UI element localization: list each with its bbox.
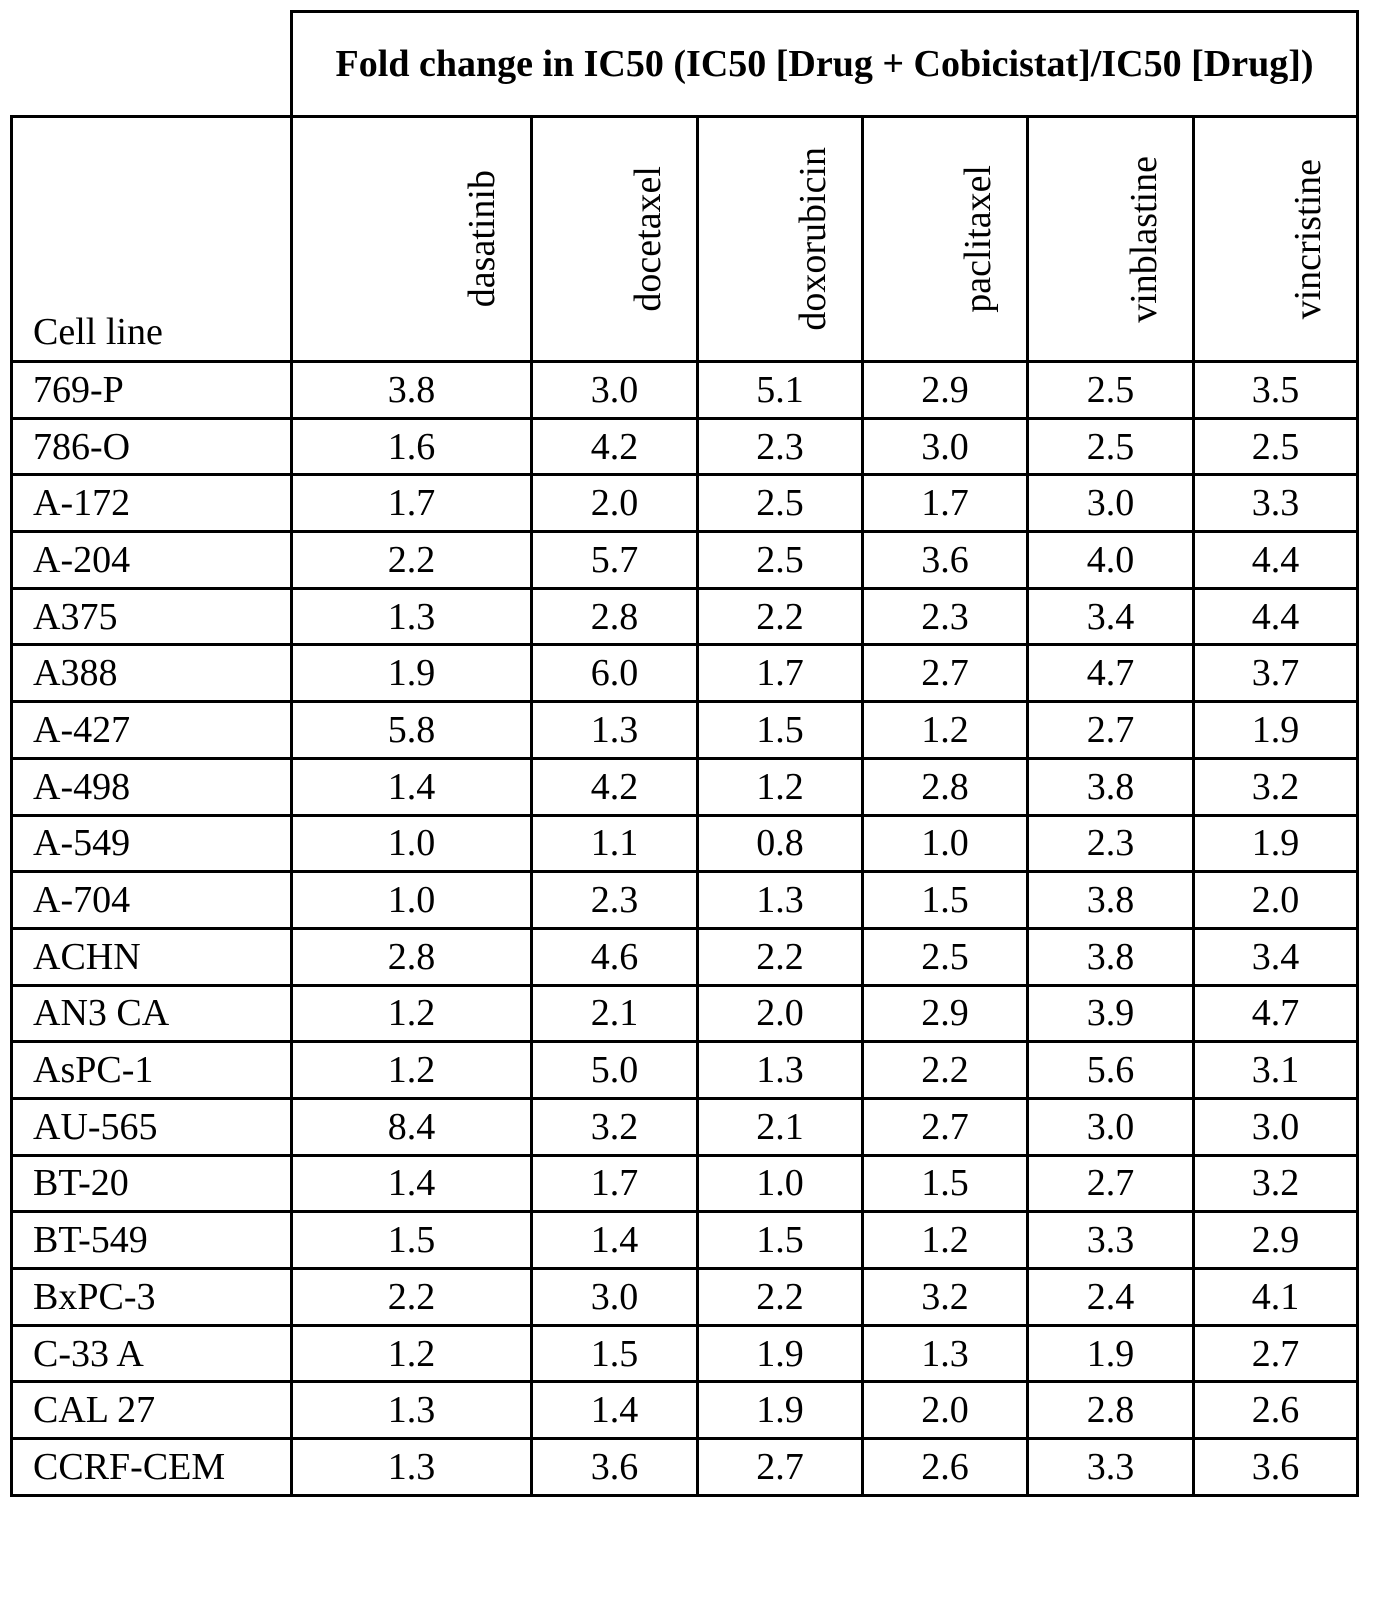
table-row — [12, 645, 1358, 702]
fold-change-value: 2.0 — [1194, 872, 1358, 929]
fold-change-value: 2.5 — [1028, 362, 1194, 419]
fold-change-value: 2.2 — [292, 532, 532, 589]
cell-line-name: BT-549 — [12, 1212, 292, 1269]
fold-change-value: 1.2 — [292, 1325, 532, 1382]
fold-change-value: 1.9 — [292, 645, 532, 702]
fold-change-value: 1.3 — [292, 1439, 532, 1496]
cell-line-header: Cell line — [12, 117, 292, 362]
table-row — [12, 872, 1358, 929]
fold-change-value: 1.2 — [698, 758, 863, 815]
fold-change-value: 2.5 — [1194, 418, 1358, 475]
fold-change-value: 2.3 — [698, 418, 863, 475]
table-row — [12, 815, 1358, 872]
fold-change-value: 3.5 — [1194, 362, 1358, 419]
fold-change-value: 1.1 — [532, 815, 698, 872]
fold-change-value: 2.4 — [1028, 1269, 1194, 1326]
fold-change-value: 4.4 — [1194, 588, 1358, 645]
fold-change-value: 2.5 — [698, 475, 863, 532]
fold-change-value: 2.7 — [1028, 1155, 1194, 1212]
fold-change-value: 4.0 — [1028, 532, 1194, 589]
fold-change-value: 1.5 — [863, 872, 1028, 929]
fold-change-value: 2.5 — [863, 928, 1028, 985]
fold-change-value: 3.6 — [863, 532, 1028, 589]
fold-change-value: 5.8 — [292, 702, 532, 759]
cell-line-name: ACHN — [12, 928, 292, 985]
fold-change-value: 4.2 — [532, 758, 698, 815]
cell-line-name: A388 — [12, 645, 292, 702]
cell-line-name: A-704 — [12, 872, 292, 929]
fold-change-value: 0.8 — [698, 815, 863, 872]
fold-change-value: 2.7 — [1194, 1325, 1358, 1382]
column-header-label: vincristine — [1288, 159, 1328, 319]
fold-change-value: 2.8 — [863, 758, 1028, 815]
fold-change-value: 1.2 — [863, 702, 1028, 759]
fold-change-value: 1.5 — [698, 1212, 863, 1269]
fold-change-value: 1.9 — [698, 1382, 863, 1439]
fold-change-value: 3.2 — [532, 1098, 698, 1155]
fold-change-value: 1.9 — [1028, 1325, 1194, 1382]
table-row — [12, 1382, 1358, 1439]
cell-line-name: A-172 — [12, 475, 292, 532]
fold-change-value: 2.3 — [532, 872, 698, 929]
table-row — [12, 758, 1358, 815]
fold-change-value: 1.4 — [292, 1155, 532, 1212]
fold-change-value: 3.3 — [1028, 1439, 1194, 1496]
fold-change-value: 2.8 — [532, 588, 698, 645]
fold-change-value: 2.6 — [1194, 1382, 1358, 1439]
fold-change-value: 1.3 — [292, 588, 532, 645]
fold-change-value: 1.0 — [863, 815, 1028, 872]
fold-change-value: 1.4 — [532, 1212, 698, 1269]
fold-change-value: 3.0 — [532, 1269, 698, 1326]
fold-change-value: 2.5 — [1028, 418, 1194, 475]
fold-change-value: 1.0 — [292, 872, 532, 929]
fold-change-value: 3.0 — [1028, 1098, 1194, 1155]
fold-change-value: 6.0 — [532, 645, 698, 702]
cell-line-name: AsPC-1 — [12, 1042, 292, 1099]
cell-line-name: A375 — [12, 588, 292, 645]
fold-change-value: 5.7 — [532, 532, 698, 589]
fold-change-value: 1.7 — [532, 1155, 698, 1212]
fold-change-value: 5.1 — [698, 362, 863, 419]
fold-change-value: 1.5 — [292, 1212, 532, 1269]
fold-change-value: 2.2 — [698, 928, 863, 985]
fold-change-value: 1.5 — [532, 1325, 698, 1382]
cell-line-name: A-427 — [12, 702, 292, 759]
fold-change-value: 3.2 — [863, 1269, 1028, 1326]
column-header-dasatinib — [292, 117, 532, 362]
corner-cell — [12, 12, 292, 117]
fold-change-value: 2.1 — [532, 985, 698, 1042]
column-header-vincristine — [1194, 117, 1358, 362]
table-row — [12, 702, 1358, 759]
cell-line-name: 769-P — [12, 362, 292, 419]
fold-change-value: 2.5 — [698, 532, 863, 589]
fold-change-value: 1.2 — [863, 1212, 1028, 1269]
cell-line-name: 786-O — [12, 418, 292, 475]
table-row — [12, 362, 1358, 419]
table-row — [12, 1269, 1358, 1326]
cell-line-name: A-204 — [12, 532, 292, 589]
fold-change-value: 4.1 — [1194, 1269, 1358, 1326]
fold-change-value: 2.9 — [1194, 1212, 1358, 1269]
fold-change-value: 2.3 — [863, 588, 1028, 645]
fold-change-value: 2.8 — [292, 928, 532, 985]
fold-change-value: 4.7 — [1194, 985, 1358, 1042]
fold-change-value: 3.4 — [1028, 588, 1194, 645]
fold-change-value: 3.6 — [532, 1439, 698, 1496]
fold-change-value: 3.0 — [532, 362, 698, 419]
fold-change-value: 3.0 — [1028, 475, 1194, 532]
fold-change-value: 2.2 — [698, 1269, 863, 1326]
fold-change-value: 1.0 — [698, 1155, 863, 1212]
ic50-fold-change-table — [10, 10, 1359, 1497]
cell-line-name: AN3 CA — [12, 985, 292, 1042]
column-header-paclitaxel — [863, 117, 1028, 362]
fold-change-value: 1.9 — [698, 1325, 863, 1382]
fold-change-value: 2.7 — [1028, 702, 1194, 759]
fold-change-value: 3.8 — [1028, 872, 1194, 929]
fold-change-value: 4.2 — [532, 418, 698, 475]
fold-change-value: 1.3 — [698, 1042, 863, 1099]
fold-change-value: 1.3 — [863, 1325, 1028, 1382]
cell-line-name: A-498 — [12, 758, 292, 815]
fold-change-value: 1.5 — [863, 1155, 1028, 1212]
fold-change-value: 3.2 — [1194, 758, 1358, 815]
table-row — [12, 985, 1358, 1042]
column-header-label: dasatinib — [462, 170, 502, 307]
fold-change-value: 2.1 — [698, 1098, 863, 1155]
table-title: Fold change in IC50 (IC50 [Drug + Cobicistat]/IC50 [Drug]) — [292, 12, 1358, 117]
fold-change-value: 1.7 — [698, 645, 863, 702]
fold-change-value: 3.1 — [1194, 1042, 1358, 1099]
fold-change-value: 1.3 — [698, 872, 863, 929]
fold-change-value: 2.6 — [863, 1439, 1028, 1496]
column-header-vinblastine — [1028, 117, 1194, 362]
fold-change-value: 3.8 — [1028, 758, 1194, 815]
fold-change-value: 3.9 — [1028, 985, 1194, 1042]
fold-change-value: 1.4 — [532, 1382, 698, 1439]
fold-change-value: 3.6 — [1194, 1439, 1358, 1496]
column-header-label: doxorubicin — [793, 147, 833, 331]
table-row — [12, 1098, 1358, 1155]
fold-change-value: 3.8 — [1028, 928, 1194, 985]
table-row — [12, 1155, 1358, 1212]
table-body — [12, 362, 1358, 1496]
fold-change-value: 3.7 — [1194, 645, 1358, 702]
cell-line-name: C-33 A — [12, 1325, 292, 1382]
table-row — [12, 1212, 1358, 1269]
cell-line-name: A-549 — [12, 815, 292, 872]
fold-change-value: 1.2 — [292, 985, 532, 1042]
cell-line-name: AU-565 — [12, 1098, 292, 1155]
table-row — [12, 1042, 1358, 1099]
fold-change-value: 1.4 — [292, 758, 532, 815]
cell-line-name: CCRF-CEM — [12, 1439, 292, 1496]
fold-change-value: 1.7 — [863, 475, 1028, 532]
fold-change-value: 1.0 — [292, 815, 532, 872]
fold-change-value: 2.2 — [292, 1269, 532, 1326]
fold-change-value: 1.6 — [292, 418, 532, 475]
fold-change-value: 2.3 — [1028, 815, 1194, 872]
column-header-label: vinblastine — [1124, 156, 1164, 323]
fold-change-value: 4.4 — [1194, 532, 1358, 589]
fold-change-value: 5.0 — [532, 1042, 698, 1099]
fold-change-value: 3.3 — [1194, 475, 1358, 532]
fold-change-value: 2.0 — [532, 475, 698, 532]
fold-change-value: 1.5 — [698, 702, 863, 759]
fold-change-value: 2.2 — [863, 1042, 1028, 1099]
fold-change-value: 3.0 — [1194, 1098, 1358, 1155]
fold-change-value: 5.6 — [1028, 1042, 1194, 1099]
fold-change-value: 2.7 — [698, 1439, 863, 1496]
table-row — [12, 588, 1358, 645]
table-row — [12, 418, 1358, 475]
table-row — [12, 475, 1358, 532]
fold-change-value: 2.9 — [863, 362, 1028, 419]
cell-line-name: BT-20 — [12, 1155, 292, 1212]
fold-change-value: 2.7 — [863, 1098, 1028, 1155]
fold-change-value: 8.4 — [292, 1098, 532, 1155]
fold-change-value: 3.0 — [863, 418, 1028, 475]
cell-line-name: BxPC-3 — [12, 1269, 292, 1326]
table-row — [12, 928, 1358, 985]
fold-change-value: 3.2 — [1194, 1155, 1358, 1212]
fold-change-value: 1.7 — [292, 475, 532, 532]
column-header-docetaxel — [532, 117, 698, 362]
cell-line-name: CAL 27 — [12, 1382, 292, 1439]
column-header-label: docetaxel — [628, 166, 668, 312]
fold-change-value: 1.9 — [1194, 702, 1358, 759]
fold-change-value: 1.2 — [292, 1042, 532, 1099]
table-row — [12, 1325, 1358, 1382]
fold-change-value: 1.3 — [532, 702, 698, 759]
fold-change-value: 3.4 — [1194, 928, 1358, 985]
table-row — [12, 1439, 1358, 1496]
fold-change-value: 4.7 — [1028, 645, 1194, 702]
fold-change-value: 4.6 — [532, 928, 698, 985]
fold-change-value: 1.3 — [292, 1382, 532, 1439]
column-header-label: paclitaxel — [958, 165, 998, 313]
fold-change-value: 2.0 — [698, 985, 863, 1042]
fold-change-value: 2.9 — [863, 985, 1028, 1042]
fold-change-value: 3.3 — [1028, 1212, 1194, 1269]
fold-change-value: 3.8 — [292, 362, 532, 419]
column-header-doxorubicin — [698, 117, 863, 362]
fold-change-value: 2.0 — [863, 1382, 1028, 1439]
fold-change-value: 2.7 — [863, 645, 1028, 702]
fold-change-value: 2.8 — [1028, 1382, 1194, 1439]
table-row — [12, 532, 1358, 589]
fold-change-value: 1.9 — [1194, 815, 1358, 872]
fold-change-value: 2.2 — [698, 588, 863, 645]
